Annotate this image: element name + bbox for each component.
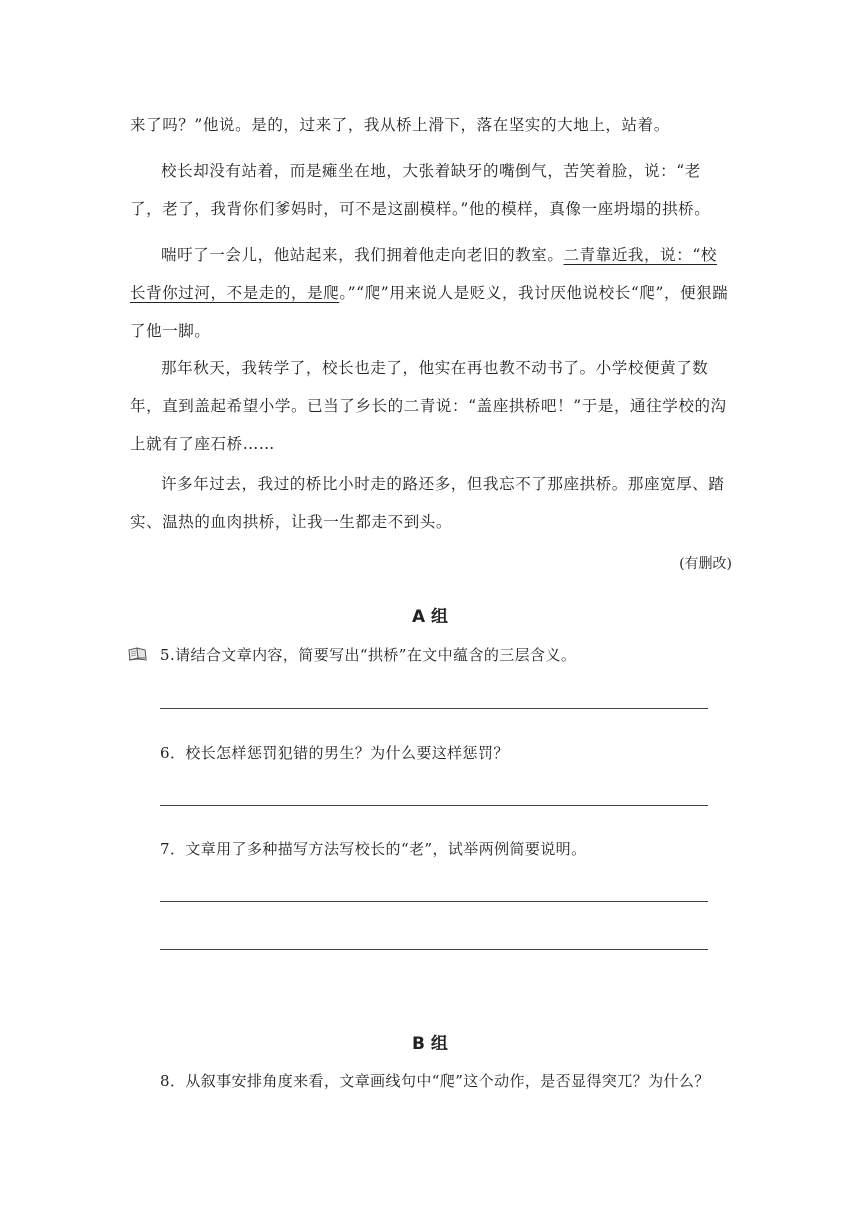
question-6: 6．校长怎样惩罚犯错的男生？为什么要这样惩罚？ [160, 744, 509, 762]
answer-line-q7-2[interactable] [160, 949, 708, 950]
answer-line-q6[interactable] [160, 805, 708, 806]
paragraph-3-tail: 。”“爬”用来说人是贬义，我讨厌他说校长“爬”，便狠踹了他一脚。 [130, 284, 729, 340]
passage-paragraph-4: 那年秋天，我转学了，校长也走了，他实在再也教不动书了。小学校便黄了数年，直到盖起希望小学。已当了乡长的二青说：“盖座拱桥吧！”于是，通往学校的沟上就有了座石桥…… [130, 359, 727, 453]
question-5: 5.请结合文章内容，简要写出“拱桥”在文中蕴含的三层含义。 [160, 646, 577, 664]
passage-paragraph-5: 许多年过去，我过的桥比小时走的路还多，但我忘不了那座拱桥。那座宽厚、踏实、温热的血肉拱桥，让我一生都走不到头。 [130, 475, 725, 531]
open-book-icon [128, 646, 148, 662]
group-b-title: B 组 [412, 1034, 448, 1054]
question-7: 7．文章用了多种描写方法写校长的“老”，试举两例简要说明。 [160, 840, 587, 858]
passage-paragraph-1: 来了吗？”他说。是的，过来了，我从桥上滑下，落在坚实的大地上，站着。 [130, 116, 670, 134]
answer-line-q7-1[interactable] [160, 901, 708, 902]
source-note: (有删改) [679, 556, 732, 572]
passage-paragraph-3 [130, 236, 732, 350]
passage-paragraph-2: 校长却没有站着，而是瘫坐在地，大张着缺牙的嘴倒气，苦笑着脸，说：“老了，老了，我背你们爹妈时，可不是这副模样。”他的模样，真像一座坍塌的拱桥。 [130, 162, 711, 218]
group-a-title: A 组 [411, 607, 449, 627]
question-8: 8．从叙事安排角度来看，文章画线句中“爬”这个动作，是否显得突兀？为什么？ [160, 1072, 710, 1090]
answer-line-q5[interactable] [160, 708, 708, 709]
paragraph-3-lead: 喘吁了一会儿，他站起来，我们拥着他走向老旧的教室。 [161, 246, 564, 264]
underlined-sentence: 二青靠近我，说：“校长背你过河，不是走的，是爬 [130, 246, 717, 302]
